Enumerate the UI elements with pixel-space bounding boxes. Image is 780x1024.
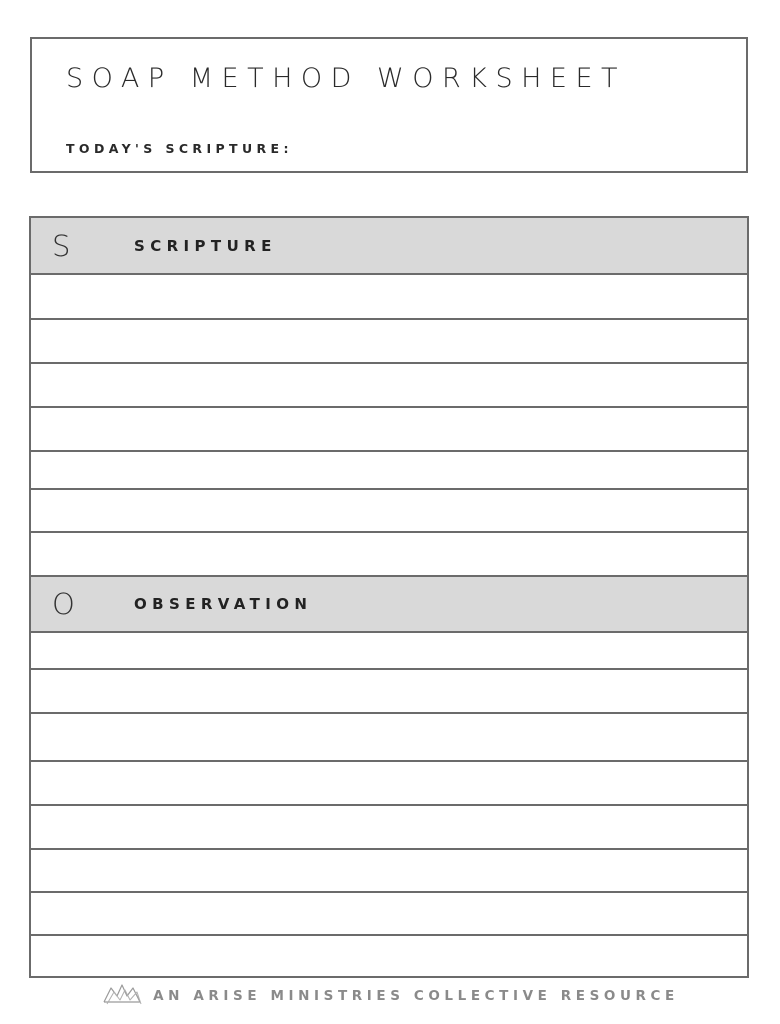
observation-line-7 — [31, 934, 747, 936]
observation-line-2 — [31, 712, 747, 714]
footer-text: AN ARISE MINISTRIES COLLECTIVE RESOURCE — [153, 988, 679, 1004]
observation-line-5 — [31, 848, 747, 850]
observation-line-6 — [31, 891, 747, 893]
scripture-line-2 — [31, 362, 747, 364]
scripture-line-4 — [31, 450, 747, 452]
scripture-letter: S — [52, 228, 71, 263]
writing-sheet — [29, 216, 749, 978]
scripture-section-header — [31, 218, 747, 275]
observation-line-3 — [31, 760, 747, 762]
scripture-line-5 — [31, 488, 747, 490]
footer — [0, 982, 780, 1010]
worksheet-title: SOAP METHOD WORKSHEET — [66, 63, 626, 94]
crown-outline-icon — [101, 982, 143, 1011]
scripture-section-title: SCRIPTURE — [134, 236, 277, 255]
scripture-line-6 — [31, 531, 747, 533]
observation-line-1 — [31, 668, 747, 670]
observation-line-4 — [31, 804, 747, 806]
observation-letter: O — [52, 587, 75, 621]
observation-section-title: OBSERVATION — [134, 595, 313, 613]
observation-section-header — [31, 575, 747, 633]
scripture-line-1 — [31, 318, 747, 320]
todays-scripture-label: TODAY'S SCRIPTURE: — [66, 141, 293, 156]
scripture-line-3 — [31, 406, 747, 408]
worksheet-header — [30, 37, 748, 173]
